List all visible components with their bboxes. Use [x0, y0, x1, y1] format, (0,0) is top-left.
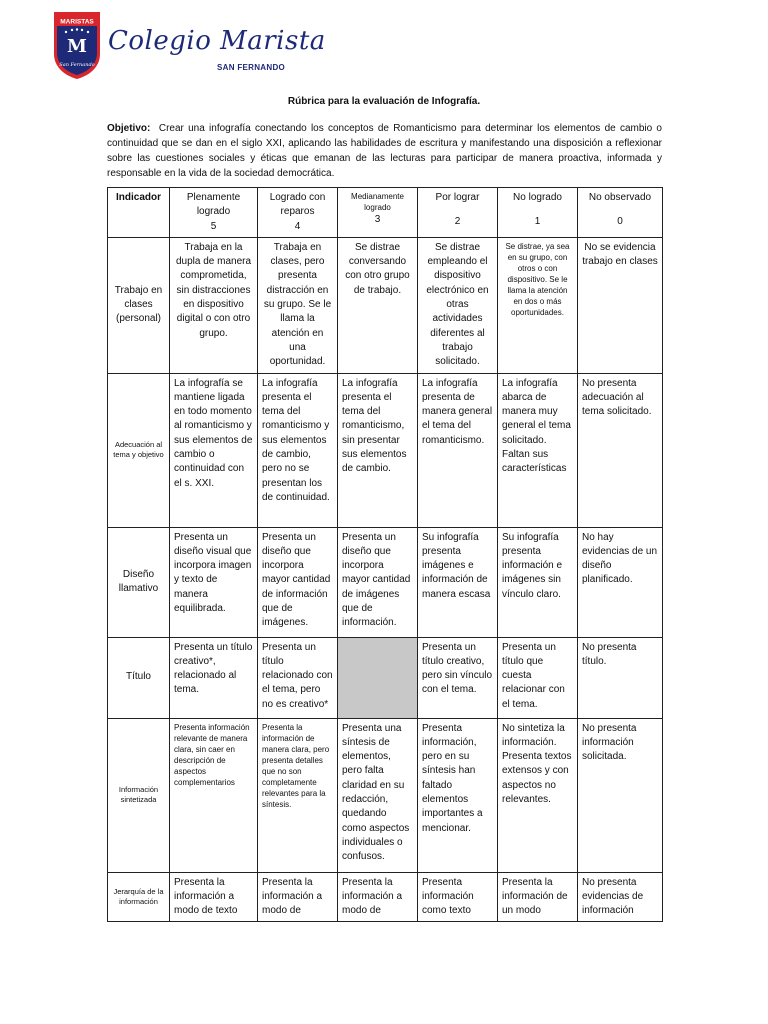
- table-row: [108, 637, 663, 718]
- objective-label: Objetivo:: [107, 123, 151, 134]
- header-level-0: No observado 0: [578, 188, 663, 238]
- table-cell: Presenta la información a modo de: [338, 872, 418, 922]
- table-cell: Se distrae, ya sea en su grupo, con otros o con dispositivo. Se le llama la atención en dos o más oportunidades.: [498, 237, 578, 373]
- table-cell: Su infografía presenta información e imágenes sin vínculo claro.: [498, 527, 578, 637]
- table-cell: No presenta información solicitada.: [578, 718, 663, 872]
- table-cell: Presenta información relevante de manera clara, sin caer en descripción de aspectos complementarios: [170, 718, 258, 872]
- brand-subtitle: SAN FERNANDO: [217, 63, 286, 72]
- row-indicator: Trabajo en clases (personal): [108, 237, 170, 373]
- table-row: [108, 527, 663, 637]
- table-cell: Presenta la información de manera clara, pero presenta detalles que no son completamente relevantes para la síntesis.: [258, 718, 338, 872]
- table-cell: Presenta un diseño que incorpora mayor cantidad de información que de imágenes.: [258, 527, 338, 637]
- table-cell: La infografía abarca de manera muy general el tema solicitado. Faltan sus características: [498, 373, 578, 527]
- table-cell: Trabaja en la dupla de manera comprometida, sin distracciones en dispositivo digital o con otro grupo.: [170, 237, 258, 373]
- table-row: [108, 237, 663, 373]
- table-cell: Se distrae empleando el dispositivo electrónico en otras actividades diferentes al trabajo solicitado.: [418, 237, 498, 373]
- table-cell: Presenta un título creativo*, relacionado al tema.: [170, 637, 258, 718]
- logo-script-text: San Fernando: [59, 62, 95, 68]
- table-cell: Presenta un título que cuesta relacionar con el tema.: [498, 637, 578, 718]
- table-cell: La infografía presenta de manera general el tema del romanticismo.: [418, 373, 498, 527]
- table-cell: No se evidencia trabajo en clases: [578, 237, 663, 373]
- logo-badge-text: MARISTAS: [60, 18, 94, 26]
- table-cell: La infografía se mantiene ligada en todo momento al romanticismo y sus elementos de cambio o continuidad con el s. XXI.: [170, 373, 258, 527]
- table-cell: Presenta la información a modo de: [258, 872, 338, 922]
- row-indicator: Título: [108, 637, 170, 718]
- objective-text: Crear una infografía conectando los conceptos de Romanticismo para determinar los elementos de cambio o continuidad que se dan en el siglo XXI, aplicando las habilidades de escritura y manifestando una disposición a reflexionar sobre las cuestiones sociales y éticas que emanan de las lecturas para participar de manera proactiva, informada y responsable en la vida de la sociedad democrática.: [107, 123, 662, 179]
- table-cell: Presenta la información de un modo: [498, 872, 578, 922]
- table-cell: Presenta un título relacionado con el tema, pero no es creativo*: [258, 637, 338, 718]
- header-level-1: No logrado 1: [498, 188, 578, 238]
- table-cell: Su infografía presenta imágenes e información de manera escasa: [418, 527, 498, 637]
- table-cell: No hay evidencias de un diseño planificado.: [578, 527, 663, 637]
- objective-paragraph: [107, 121, 662, 181]
- table-cell: No presenta título.: [578, 637, 663, 718]
- document-title: Rúbrica para la evaluación de Infografía.: [287, 96, 481, 107]
- row-indicator: Información sintetizada: [108, 718, 170, 872]
- header: [52, 8, 352, 84]
- table-cell: La infografía presenta el tema del romanticismo, sin presentar sus elementos de cambio.: [338, 373, 418, 527]
- table-cell: No presenta evidencias de información: [578, 872, 663, 922]
- maristas-shield-logo: [52, 8, 102, 80]
- table-cell: Presenta una síntesis de elementos, pero falta claridad en su redacción, quedando como aspectos individuales o confusos.: [338, 718, 418, 872]
- table-row: [108, 373, 663, 527]
- table-cell: Presenta un diseño que incorpora mayor cantidad de imágenes que de información.: [338, 527, 418, 637]
- table-cell: Presenta un diseño visual que incorpora imagen y texto de manera equilibrada.: [170, 527, 258, 637]
- header-level-4: Logrado con reparos 4: [258, 188, 338, 238]
- svg-text:M: M: [67, 36, 87, 57]
- table-cell: Presenta información, pero en su síntesis han faltado elementos importantes a mencionar.: [418, 718, 498, 872]
- table-cell: No sintetiza la información. Presenta textos extensos y con aspectos no relevantes.: [498, 718, 578, 872]
- table-cell: No presenta adecuación al tema solicitado.: [578, 373, 663, 527]
- header-level-3: Medianamente logrado 3: [338, 188, 418, 238]
- table-cell: La infografía presenta el tema del romanticismo y sus elementos de cambio, pero no se presentan los de continuidad.: [258, 373, 338, 527]
- table-cell: Trabaja en clases, pero presenta distracción en su grupo. Se le llama la atención en una oportunidad.: [258, 237, 338, 373]
- header-level-5: Plenamente logrado 5: [170, 188, 258, 238]
- table-cell: Presenta un título creativo, pero sin vínculo con el tema.: [418, 637, 498, 718]
- table-cell: Presenta información como texto: [418, 872, 498, 922]
- header-indicator: Indicador: [108, 188, 170, 238]
- table-cell: Presenta la información a modo de texto: [170, 872, 258, 922]
- table-row: [108, 872, 663, 922]
- table-row: [108, 718, 663, 872]
- brand-name: Colegio Marista: [108, 26, 326, 56]
- header-level-2: Por lograr 2: [418, 188, 498, 238]
- rubric-table: [107, 187, 663, 922]
- row-indicator: Adecuación al tema y objetivo: [108, 373, 170, 527]
- table-cell-empty: [338, 637, 418, 718]
- table-header-row: [108, 188, 663, 238]
- table-cell: Se distrae conversando con otro grupo de trabajo.: [338, 237, 418, 373]
- row-indicator: Diseño llamativo: [108, 527, 170, 637]
- row-indicator: Jerarquía de la información: [108, 872, 170, 922]
